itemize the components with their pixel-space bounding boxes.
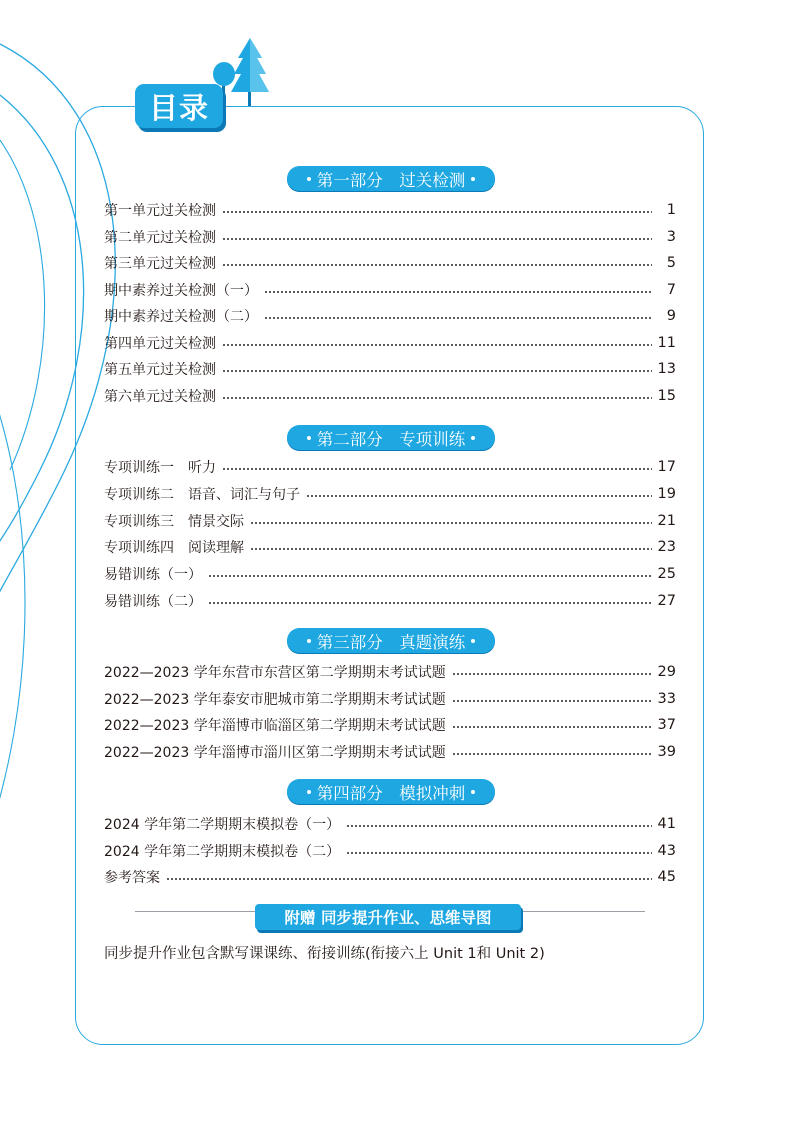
toc-entry[interactable]: 2024 学年第二学期期末模拟卷（一） 41: [104, 816, 676, 833]
toc-entry[interactable]: 2022—2023 学年泰安市肥城市第二学期期末考试试题 33: [104, 691, 676, 708]
page-title: 目录: [135, 84, 223, 128]
toc-entry[interactable]: 第五单元过关检测 13: [104, 361, 676, 378]
toc-entry[interactable]: 第一单元过关检测 1: [104, 202, 676, 219]
toc-entry[interactable]: 期中素养过关检测（二） 9: [104, 308, 676, 325]
toc-entry[interactable]: 专项训练二 语音、词汇与句子 19: [104, 486, 676, 503]
bonus-description: 同步提升作业包含默写课课练、衔接训练(衔接六上 Unit 1和 Unit 2): [104, 946, 545, 962]
toc-entry[interactable]: 第四单元过关检测 11: [104, 335, 676, 352]
section-heading-4: 第四部分 模拟冲刺: [287, 779, 495, 804]
toc-entry[interactable]: 参考答案 45: [104, 869, 676, 886]
toc-entry[interactable]: 易错训练（一） 25: [104, 566, 676, 583]
toc-entry[interactable]: 专项训练一 听力 17: [104, 459, 676, 476]
toc-entry[interactable]: 期中素养过关检测（一） 7: [104, 282, 676, 299]
section-heading-3: 第三部分 真题演练: [287, 628, 495, 653]
toc-entry[interactable]: 第三单元过关检测 5: [104, 255, 676, 272]
toc-entry[interactable]: 2022—2023 学年淄博市临淄区第二学期期末考试试题 37: [104, 717, 676, 734]
toc-entry[interactable]: 专项训练三 情景交际 21: [104, 513, 676, 530]
toc-entry[interactable]: 2022—2023 学年淄博市淄川区第二学期期末考试试题 39: [104, 744, 676, 761]
toc-entry[interactable]: 第六单元过关检测 15: [104, 388, 676, 405]
toc-entry[interactable]: 2024 学年第二学期期末模拟卷（二） 43: [104, 843, 676, 860]
section-heading-2: 第二部分 专项训练: [287, 425, 495, 450]
toc-entry[interactable]: 易错训练（二） 27: [104, 593, 676, 610]
toc-entry[interactable]: 专项训练四 阅读理解 23: [104, 539, 676, 556]
toc-entry[interactable]: 第二单元过关检测 3: [104, 229, 676, 246]
toc-entry[interactable]: 2022—2023 学年东营市东营区第二学期期末考试试题 29: [104, 664, 676, 681]
section-heading-1: 第一部分 过关检测: [287, 166, 495, 191]
bonus-heading: 附赠 同步提升作业、思维导图: [255, 904, 521, 930]
